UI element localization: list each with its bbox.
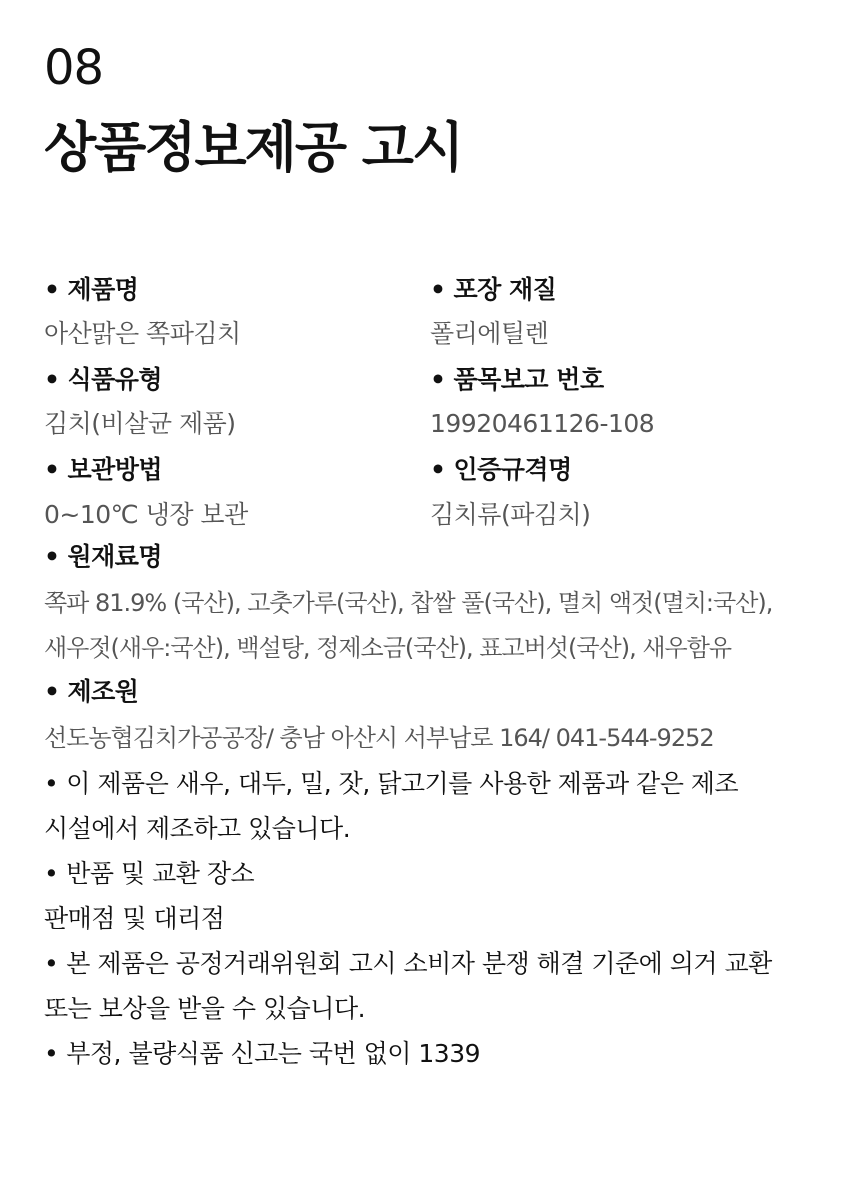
exchange-notice-line-2: 또는 보상을 받을 수 있습니다. (44, 994, 366, 1023)
label-packaging-material: • 포장 재질 (430, 272, 556, 308)
value-product-name: 아산맑은 쪽파김치 (44, 319, 241, 348)
value-storage-method: 0~10℃ 냉장 보관 (44, 500, 248, 529)
value-return-place: 판매점 및 대리점 (44, 904, 225, 933)
value-packaging-material: 폴리에틸렌 (430, 319, 549, 348)
page-title: 상품정보제공 고시 (44, 116, 463, 179)
exchange-notice-line-1: • 본 제품은 공정거래위원회 고시 소비자 분쟁 해결 기준에 의거 교환 (44, 946, 772, 982)
label-manufacturer: • 제조원 (44, 674, 138, 710)
allergy-notice-line-1: • 이 제품은 새우, 대두, 밀, 잣, 닭고기를 사용한 제품과 같은 제조 (44, 766, 738, 802)
label-food-type: • 식품유형 (44, 362, 162, 398)
label-return-place: • 반품 및 교환 장소 (44, 856, 254, 892)
value-manufacturer: 선도농협김치가공공장/ 충남 아산시 서부남로 164/ 041-544-9252 (44, 724, 714, 752)
report-notice: • 부정, 불량식품 신고는 국번 없이 1339 (44, 1036, 480, 1072)
section-number: 08 (44, 40, 104, 96)
allergy-notice-line-2: 시설에서 제조하고 있습니다. (44, 814, 351, 843)
value-ingredients-line-1: 쪽파 81.9% (국산), 고춧가루(국산), 찹쌀 풀(국산), 멸치 액젓(멸치:국산), (44, 589, 773, 617)
value-food-type: 김치(비살균 제품) (44, 409, 236, 438)
label-certification-name: • 인증규격명 (430, 452, 572, 488)
value-report-number: 19920461126-108 (430, 409, 655, 438)
label-ingredients: • 원재료명 (44, 539, 162, 575)
value-certification-name: 김치류(파김치) (430, 500, 591, 529)
label-product-name: • 제품명 (44, 272, 138, 308)
label-storage-method: • 보관방법 (44, 452, 162, 488)
value-ingredients-line-2: 새우젓(새우:국산), 백설탕, 정제소금(국산), 표고버섯(국산), 새우함유 (44, 634, 732, 662)
label-report-number: • 품목보고 번호 (430, 362, 604, 398)
